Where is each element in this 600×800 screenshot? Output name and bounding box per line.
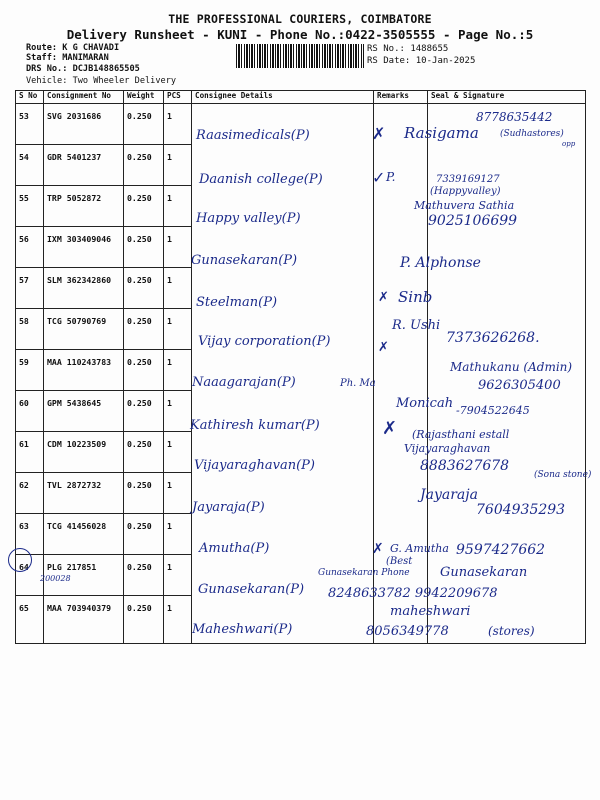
remark-mark: ✗: [378, 340, 389, 355]
remark-mark: ✓: [372, 168, 386, 187]
sig-phone: 7339169127: [436, 174, 500, 185]
sig-note: (stores): [488, 624, 535, 638]
sig-note: (Rajasthani estall: [412, 428, 510, 441]
sig-signature: Monicah: [396, 396, 454, 411]
col-consignment: Consignment No: [44, 91, 124, 104]
row-weight: 0.250: [124, 268, 164, 309]
row-pcs: 1: [164, 514, 192, 555]
consignee-name: Kathiresh kumar(P): [190, 418, 320, 433]
consignee-name: Jayaraja(P): [192, 500, 265, 515]
sig-phone: 8248633782 9942209678: [328, 586, 498, 601]
row-consignment: IXM 303409046: [44, 227, 124, 268]
row-pcs: 1: [164, 227, 192, 268]
sig-phone: 8056349778: [366, 624, 449, 639]
row-sno: 54: [16, 145, 44, 186]
row-weight: 0.250: [124, 145, 164, 186]
sig-phone: -7904522645: [456, 404, 530, 417]
row-consignment: TCG 41456028: [44, 514, 124, 555]
remark-mark: ✗: [378, 290, 389, 305]
row-pcs: 1: [164, 268, 192, 309]
sig-signature: Sinb: [398, 288, 433, 306]
row-pcs: 1: [164, 473, 192, 514]
sig-note: Ph. Ma: [340, 378, 376, 389]
consignee-name: Amutha(P): [199, 541, 270, 556]
row-consignment: SVG 2031686: [44, 104, 124, 145]
sig-note: (Sudhastores): [500, 129, 564, 139]
row-sno: 53: [16, 104, 44, 145]
consignee-name: Maheshwari(P): [192, 622, 293, 637]
remark-mark: ✗: [382, 418, 398, 439]
route-label: Route: K G CHAVADI: [26, 43, 120, 53]
sig-phone: 9626305400: [478, 378, 561, 393]
table-header-row: [16, 91, 586, 104]
row-weight: 0.250: [124, 596, 164, 644]
sig-name: Vijayaraghavan: [404, 442, 491, 455]
staff-label: Staff: MANIMARAN: [26, 53, 109, 63]
sig-note: (Happyvalley): [430, 186, 501, 197]
sig-note: (Best: [386, 556, 413, 567]
row-weight: 0.250: [124, 350, 164, 391]
sig-name: maheshwari: [390, 604, 471, 619]
row-sno: 65: [16, 596, 44, 644]
row-sno: 64: [16, 555, 44, 596]
circle-mark: [8, 548, 32, 572]
drs-number: DRS No.: DCJB148865505: [26, 64, 140, 74]
barcode: [236, 44, 364, 68]
row-consignment: GPM 5438645: [44, 391, 124, 432]
sig-phone: 8778635442: [476, 110, 553, 124]
row-sno: 62: [16, 473, 44, 514]
row-weight: 0.250: [124, 473, 164, 514]
sig-name: Gunasekaran: [440, 565, 528, 580]
sig-phone: 9597427662: [456, 542, 546, 558]
row-weight: 0.250: [124, 432, 164, 473]
row-consignment: TCG 50790769: [44, 309, 124, 350]
row-consignment: MAA 703940379: [44, 596, 124, 644]
col-signature: Seal & Signature: [428, 91, 586, 104]
sig-name: G. Amutha: [390, 542, 449, 555]
row-consignment: PLG 217851: [44, 555, 124, 596]
rs-number: RS No.: 1488655: [367, 44, 449, 54]
row-pcs: 1: [164, 555, 192, 596]
row-sno: 56: [16, 227, 44, 268]
runsheet-title: Delivery Runsheet - KUNI - Phone No.:0422-3505555 - Page No.:5: [66, 27, 534, 42]
sig-name: Mathuvera Sathia: [414, 199, 515, 212]
row-consignment: MAA 110243783: [44, 350, 124, 391]
consignee-name: Happy valley(P): [196, 211, 301, 226]
row-consignment: CDM 10223509: [44, 432, 124, 473]
row-pcs: 1: [164, 145, 192, 186]
row-pcs: 1: [164, 104, 192, 145]
consignee-name: Vijay corporation(P): [198, 334, 331, 349]
consignee-name: Naaagarajan(P): [192, 375, 296, 390]
consignee-name: Raasimedicals(P): [196, 128, 310, 143]
col-remarks: Remarks: [374, 91, 428, 104]
sig-note: Gunasekaran Phone: [318, 568, 410, 578]
col-consignee: Consignee Details: [192, 91, 374, 104]
row-consignment: SLM 362342860: [44, 268, 124, 309]
sig-phone: 8883627678: [420, 458, 510, 474]
sig-name: Mathukanu (Admin): [450, 360, 573, 374]
sig-note: opp: [562, 140, 576, 148]
row-consignment: GDR 5401237: [44, 145, 124, 186]
row-sno: 61: [16, 432, 44, 473]
pcs-handnote: 200028: [40, 574, 71, 583]
row-weight: 0.250: [124, 186, 164, 227]
row-sno: 59: [16, 350, 44, 391]
sig-note: (Sona stone): [534, 470, 592, 480]
consignee-name: Daanish college(P): [199, 172, 323, 187]
remark-mark: ✗: [372, 124, 386, 143]
consignee-name: Gunasekaran(P): [198, 582, 305, 597]
sig-signature: Rasigama: [404, 124, 479, 142]
row-pcs: 1: [164, 350, 192, 391]
vehicle-label: Vehicle: Two Wheeler Delivery: [26, 76, 177, 86]
row-consignment: TVL 2872732: [44, 473, 124, 514]
col-sno: S No: [16, 91, 44, 104]
row-sno: 63: [16, 514, 44, 555]
sig-signature: P.: [386, 170, 396, 184]
consignee-name: Steelman(P): [196, 295, 278, 310]
col-weight: Weight: [124, 91, 164, 104]
row-weight: 0.250: [124, 104, 164, 145]
sig-phone: 9025106699: [428, 213, 518, 229]
company-name: THE PROFESSIONAL COURIERS, COIMBATORE: [168, 12, 432, 26]
sig-name: Jayaraja: [420, 487, 478, 503]
row-weight: 0.250: [124, 391, 164, 432]
row-pcs: 1: [164, 596, 192, 644]
row-sno: 57: [16, 268, 44, 309]
row-weight: 0.250: [124, 309, 164, 350]
row-weight: 0.250: [124, 514, 164, 555]
row-pcs: 1: [164, 186, 192, 227]
row-sno: 58: [16, 309, 44, 350]
row-weight: 0.250: [124, 227, 164, 268]
rs-date: RS Date: 10-Jan-2025: [367, 56, 476, 66]
col-pcs: PCS: [164, 91, 192, 104]
remark-mark: ✗: [372, 541, 384, 557]
row-sno: 55: [16, 186, 44, 227]
row-sno: 60: [16, 391, 44, 432]
consignee-name: Gunasekaran(P): [191, 253, 298, 268]
sig-phone: 7604935293: [476, 502, 566, 518]
sig-phone: 7373626268.: [446, 330, 540, 346]
row-consignment: TRP 5052872: [44, 186, 124, 227]
sig-signature: P. Alphonse: [400, 255, 481, 271]
row-pcs: 1: [164, 432, 192, 473]
row-pcs: 1: [164, 309, 192, 350]
sig-signature: R. Ushi: [392, 318, 441, 333]
row-pcs: 1: [164, 391, 192, 432]
consignee-name: Vijayaraghavan(P): [194, 458, 315, 473]
row-weight: 0.250: [124, 555, 164, 596]
